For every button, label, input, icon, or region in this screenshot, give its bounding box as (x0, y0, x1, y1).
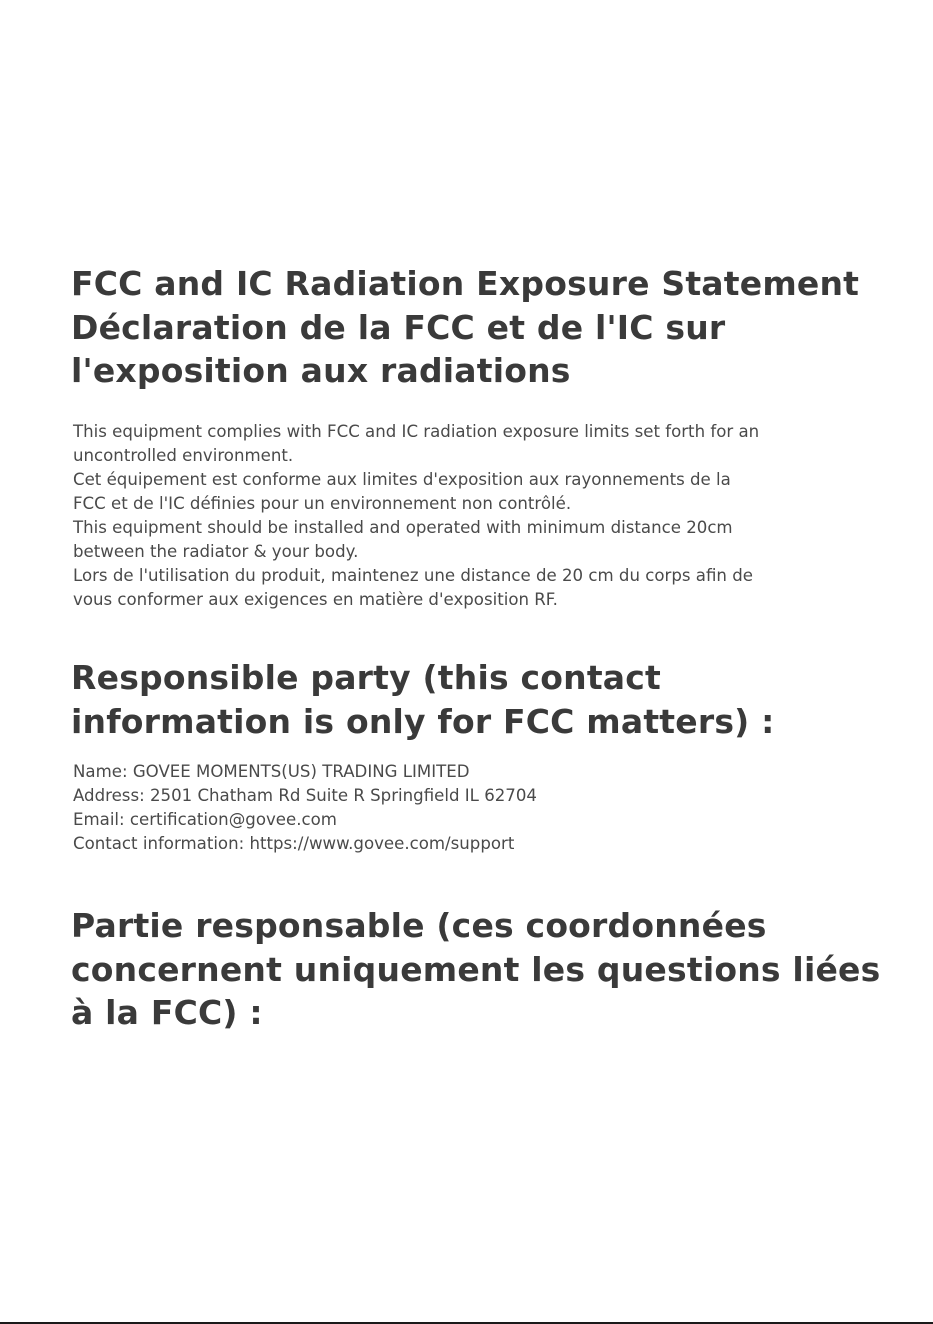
contact-website: Contact information: https://www.govee.com/support (73, 834, 515, 853)
section-heading (71, 904, 881, 1035)
section-heading (71, 262, 871, 393)
paragraph (71, 420, 871, 612)
text-line: uncontrolled environment. (73, 446, 294, 465)
contact-name: Name: GOVEE MOMENTS(US) TRADING LIMITED (73, 762, 470, 781)
text-line: Lors de l'utilisation du produit, maintenez une distance de 20 cm du corps afin de (73, 566, 753, 585)
fcc-ic-statement-heading (71, 262, 871, 393)
heading-line: Partie responsable (ces coordonnées (71, 906, 767, 945)
contact-address: Address: 2501 Chatham Rd Suite R Springfield IL 62704 (73, 786, 537, 805)
heading-line: l'exposition aux radiations (71, 351, 571, 390)
heading-line: Responsible party (this contact (71, 658, 662, 697)
text-line: This equipment complies with FCC and IC radiation exposure limits set forth for an (73, 422, 760, 441)
heading-line: à la FCC) : (71, 993, 263, 1032)
responsible-party-heading (71, 656, 871, 743)
fcc-ic-statement-body (71, 420, 871, 612)
heading-line: information is only for FCC matters) : (71, 701, 775, 741)
text-line: Cet équipement est conforme aux limites d'exposition aux rayonnements de la (73, 470, 731, 489)
text-line: FCC et de l'IC définies pour un environnement non contrôlé. (73, 494, 572, 513)
text-line: between the radiator & your body. (73, 542, 359, 561)
heading-line: FCC and IC Radiation Exposure Statement (71, 264, 860, 303)
contact-email: Email: certification@govee.com (73, 810, 337, 829)
partie-responsable-heading (71, 904, 881, 1035)
heading-line: Déclaration de la FCC et de l'IC sur (71, 307, 726, 347)
heading-line: concernent uniquement les questions liées (71, 949, 881, 989)
section-heading (71, 656, 871, 743)
contact-block (71, 760, 871, 856)
text-line: This equipment should be installed and operated with minimum distance 20cm (73, 518, 733, 537)
text-line: vous conformer aux exigences en matière d'exposition RF. (73, 590, 558, 609)
responsible-party-contact (71, 760, 871, 856)
